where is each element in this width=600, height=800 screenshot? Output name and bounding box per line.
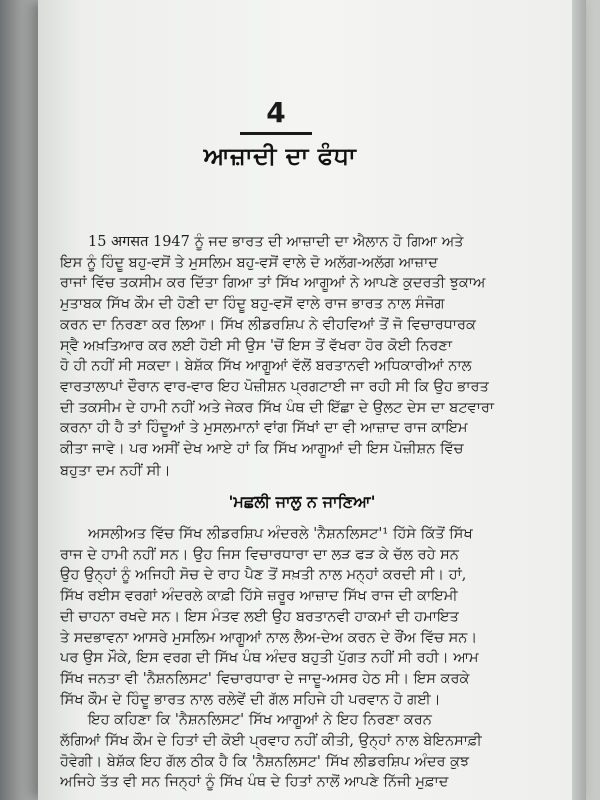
- text-line: ਮੁਤਾਬਕ ਸਿੱਖ ਕੌਮ ਦੀ ਹੋਣੀ ਦਾ ਹਿੰਦੂ ਬਹੁ-ਵਸੋਂ ਵਾਲੇ ਰਾਜ ਭਾਰਤ ਨਾਲ ਸੰਜੋਗ: [60, 296, 445, 313]
- text-line: ਦੀ ਤਕਸੀਮ ਦੇ ਹਾਮੀ ਨਹੀਂ ਅਤੇ ਜੇਕਰ ਸਿੱਖ ਪੰਥ ਦੀ ਇੱਛਾ ਦੇ ਉਲਟ ਦੇਸ ਦਾ ਬਟਵਾਰਾ: [60, 399, 494, 416]
- text-line: ਦੀ ਚਾਹਨਾ ਰਖਦੇ ਸਨ। ਇਸ ਮੰਤਵ ਲਈ ਉਹ ਬਰਤਾਨਵੀ ਹਾਕਮਾਂ ਦੀ ਹਮਾਇਤ: [60, 608, 459, 625]
- text-line: ਇਸ ਨੂੰ ਹਿੰਦੂ ਬਹੁ-ਵਸੋਂ ਤੇ ਮੁਸਲਿਮ ਬਹੁ-ਵਸੋਂ ਵਾਲੇ ਦੋ ਅਲੱਗ-ਅਲੱਗ ਆਜ਼ਾਦ: [60, 254, 438, 271]
- chapter-number-underline: [240, 132, 312, 135]
- text-line: ਸਿੱਖ ਕੌਮ ਦੇ ਹਿੰਦੂ ਭਾਰਤ ਨਾਲ ਰਲੇਵੇਂ ਦੀ ਗੱਲ ਸਹਿਜੇ ਹੀ ਪਰਵਾਨ ਹੋ ਗਈ।: [60, 691, 441, 708]
- text-line: ਅਸਲੀਅਤ ਵਿੱਚ ਸਿੱਖ ਲੀਡਰਸ਼ਿਪ ਅੰਦਰਲੇ 'ਨੈਸ਼ਨਲਿਸਟ'¹ ਹਿੱਸੇ ਕਿੱਤੋਂ ਸਿੱਖ: [88, 526, 473, 542]
- text-line: ਰਾਜ ਦੇ ਹਾਮੀ ਨਹੀਂ ਸਨ। ਉਹ ਜਿਸ ਵਿਚਾਰਧਾਰਾ ਦਾ ਲੜ ਫੜ ਕੇ ਚੱਲ ਰਹੇ ਸਨ: [60, 546, 459, 563]
- paragraph-1: [60, 232, 548, 460]
- paragraph-1-last-line: [60, 461, 548, 482]
- text-line: ਸ੍ਵੈ ਅਖ਼ਤਿਆਰ ਕਰ ਲਈ ਹੋਈ ਸੀ ਉਸ 'ਚੋਂ ਇਸ ਤੋਂ ਵੱਖਰਾ ਹੋਰ ਕੋਈ ਨਿਰਣਾ: [60, 337, 452, 354]
- text-line: ਇਹ ਕਹਿਣਾ ਕਿ 'ਨੈਸ਼ਨਲਿਸਟ' ਸਿੱਖ ਆਗੂਆਂ ਨੇ ਇਹ ਨਿਰਣਾ ਕਰਨ: [88, 712, 432, 729]
- text-line: ਸਿੱਖ ਜਨਤਾ ਵੀ 'ਨੈਸ਼ਨਲਿਸਟ' ਵਿਚਾਰਧਾਰਾ ਦੇ ਜਾਦੂ-ਅਸਰ ਹੇਠ ਸੀ। ਇਸ ਕਰਕੇ: [60, 670, 470, 687]
- text-line: ਪਰ ਉਸ ਮੌਕੇ, ਇਸ ਵਰਗ ਦੀ ਸਿੱਖ ਪੰਥ ਅੰਦਰ ਬਹੁਤੀ ਪੁੱਗਤ ਨਹੀਂ ਸੀ ਰਹੀ। ਆਮ: [60, 650, 479, 667]
- text-line: ਹੋਵੇਗੀ। ਬੇਸ਼ੱਕ ਇਹ ਗੱਲ ਠੀਕ ਹੈ ਕਿ 'ਨੈਸ਼ਨਲਿਸਟ' ਸਿੱਖ ਲੀਡਰਸ਼ਿਪ ਅੰਦਰ ਕੁਝ: [60, 753, 470, 770]
- page-edge: [572, 0, 586, 800]
- text-line: ਕਰਨਾ ਹੀ ਹੈ ਤਾਂ ਹਿੰਦੂਆਂ ਤੇ ਮੁਸਲਮਾਨਾਂ ਵਾਂਗ ਸਿੱਖਾਂ ਦਾ ਵੀ ਆਜ਼ਾਦ ਰਾਜ ਕਾਇਮ: [60, 420, 468, 437]
- text-line: ਸਿੱਖ ਰਈਸ ਵਰਗਾਂ ਅੰਦਰਲੇ ਕਾਫ਼ੀ ਹਿੱਸੇ ਜ਼ਰੂਰ ਆਜ਼ਾਦ ਸਿੱਖ ਰਾਜ ਦੀ ਕਾਇਮੀ: [60, 588, 458, 605]
- text-line: ਲੱਗਿਆਂ ਸਿੱਖ ਕੌਮ ਦੇ ਹਿਤਾਂ ਦੀ ਕੋਈ ਪ੍ਰਵਾਹ ਨਹੀਂ ਕੀਤੀ, ਉਨ੍ਹਾਂ ਨਾਲ ਬੇਇਨਸਾਫ਼ੀ: [60, 733, 482, 750]
- paragraph-2: [60, 524, 548, 793]
- text-line: ਹੋ ਹੀ ਨਹੀਂ ਸੀ ਸਕਦਾ। ਬੇਸ਼ੱਕ ਸਿੱਖ ਆਗੂਆਂ ਵੱਲੋਂ ਬਰਤਾਨਵੀ ਅਧਿਕਾਰੀਆਂ ਨਾਲ: [60, 358, 472, 375]
- text-line: ਉਹ ਉਨ੍ਹਾਂ ਨੂੰ ਅਜਿਹੀ ਸੋਚ ਦੇ ਰਾਹ ਪੈਣ ਤੋਂ ਸਖ਼ਤੀ ਨਾਲ ਮਨ੍ਹਾਂ ਕਰਦੀ ਸੀ। ਹਾਂ,: [60, 567, 467, 584]
- text-line: ਕਰਨ ਦਾ ਨਿਰਣਾ ਕਰ ਲਿਆ। ਸਿੱਖ ਲੀਡਰਸ਼ਿਪ ਨੇ ਵੀਹਵਿਆਂ ਤੋਂ ਜੋ ਵਿਚਾਰਧਾਰਕ: [60, 316, 476, 333]
- chapter-number: 4: [266, 96, 286, 129]
- text-line: ਬਹੁਤਾ ਦਮ ਨਹੀਂ ਸੀ।: [60, 463, 171, 479]
- text-line: ਕੀਤਾ ਜਾਵੇ। ਪਰ ਅਸੀਂ ਦੇਖ ਆਏ ਹਾਂ ਕਿ ਸਿੱਖ ਆਗੂਆਂ ਦੀ ਇਸ ਪੋਜ਼ੀਸ਼ਨ ਵਿੱਚ: [60, 441, 464, 458]
- section-title: 'ਮਛਲੀ ਜਾਲੁ ਨ ਜਾਣਿਆ': [228, 492, 376, 511]
- chapter-title: ਆਜ਼ਾਦੀ ਦਾ ਫੰਧਾ: [203, 142, 357, 170]
- text-line: ਤੇ ਸਦਭਾਵਨਾ ਆਸਰੇ ਮੁਸਲਿਮ ਆਗੂਆਂ ਨਾਲ ਲੈਅ-ਦੇਅ ਕਰਨ ਦੇ ਰੌਂਅ ਵਿੱਚ ਸਨ।: [60, 629, 478, 646]
- text-line: ਰਾਜਾਂ ਵਿੱਚ ਤਕਸੀਮ ਕਰ ਦਿੱਤਾ ਗਿਆ ਤਾਂ ਸਿੱਖ ਆਗੂਆਂ ਨੇ ਆਪਣੇ ਕੁਦਰਤੀ ਝੁਕਾਅ: [60, 275, 486, 292]
- text-line: ਵਾਰਤਾਲਾਪਾਂ ਦੌਰਾਨ ਵਾਰ-ਵਾਰ ਇਹ ਪੋਜ਼ੀਸ਼ਨ ਪ੍ਰਗਟਾਈ ਜਾ ਰਹੀ ਸੀ ਕਿ ਉਹ ਭਾਰਤ: [60, 378, 489, 395]
- text-line: ਅਜਿਹੇ ਤੱਤ ਵੀ ਸਨ ਜਿਨ੍ਹਾਂ ਨੂੰ ਸਿੱਖ ਪੰਥ ਦੇ ਹਿਤਾਂ ਨਾਲੋਂ ਆਪਣੇ ਨਿੱਜੀ ਮੁਫ਼ਾਦ: [60, 774, 449, 791]
- text-line: 15 अगसत 1947 ਨੂੰ ਜਦ ਭਾਰਤ ਦੀ ਆਜ਼ਾਦੀ ਦਾ ਐਲਾਨ ਹੋ ਗਿਆ ਅਤੇ: [88, 234, 464, 250]
